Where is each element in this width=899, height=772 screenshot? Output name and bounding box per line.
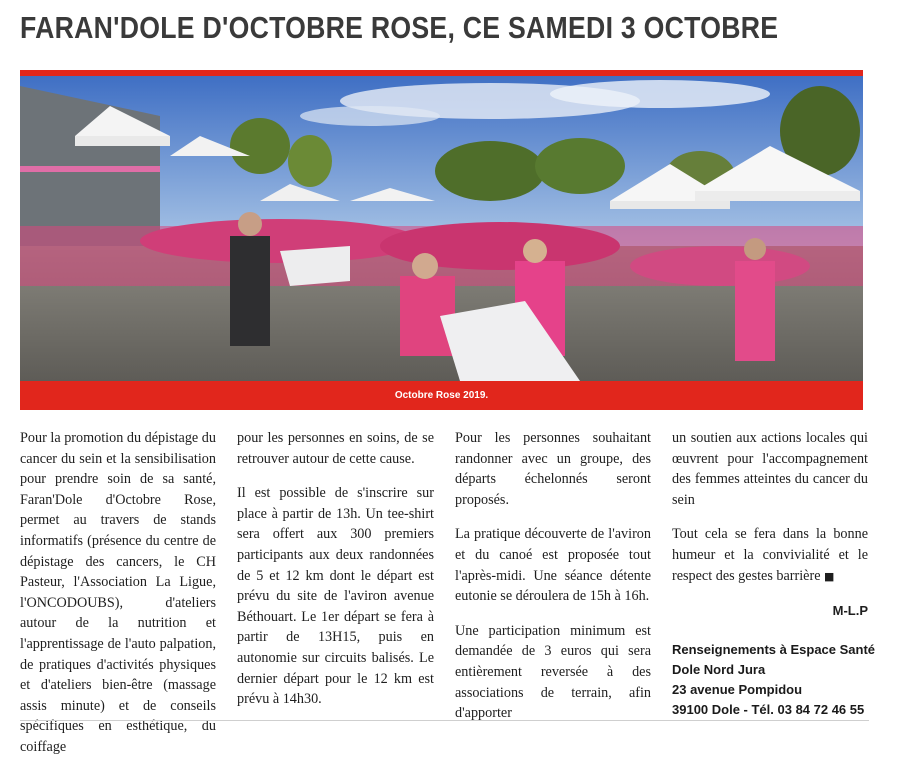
end-mark-icon: ■ — [824, 569, 835, 583]
paragraph: un soutien aux actions locales qui œuvrent pour l'accompagnement des femmes atteintes du cancer du sein — [672, 430, 868, 508]
article-headline: FARAN'DOLE D'OCTOBRE ROSE, CE SAMEDI 3 OCTOBRE — [20, 10, 779, 45]
paragraph: La pratique découverte de l'aviron et du canoé est proposée tout l'après-midi. Une séance détente eutonie se déroulera de 15h à 16h. — [455, 526, 651, 605]
paragraph: Une participation minimum est demandée de 3 euros qui sera entièrement reversée à des associations de terrain, afin d'apporter — [455, 622, 651, 722]
info-line: Dole Nord Jura — [672, 661, 766, 677]
info-line: Renseignements à Espace Santé — [672, 641, 876, 657]
paragraph: Il est possible de s'inscrire sur place à partir de 13h. Un tee-shirt sera offert aux 300 premiers participants aux deux randonnées de 5 et 12 km dont le départ est prévu du site de l'aviron avenue Béthouart. Le 1er départ se fera à partir de 13H15, puis en autonomie sur circuits balisés. Le dernier départ pour le 12 km est prévu à 14h30. — [237, 485, 434, 708]
info-line: 23 avenue Pompidou — [672, 681, 803, 697]
article-column-4 — [672, 428, 876, 720]
photo-frame — [20, 70, 863, 410]
photo-caption: Octobre Rose 2019. — [394, 390, 489, 401]
paragraph-text: Tout cela se fera dans la bonne humeur et la convivialité et le respect des gestes barrière — [672, 526, 868, 584]
author-signature: M-L.P — [832, 603, 868, 619]
paragraph: Pour les personnes souhaitant randonner avec un groupe, des départs échelonnés seront proposés. — [455, 430, 651, 508]
event-photo — [20, 76, 863, 381]
paragraph: pour les personnes en soins, de se retrouver autour de cette cause. — [237, 430, 434, 467]
bottom-rule — [20, 720, 869, 721]
closing-paragraph — [672, 524, 868, 587]
article-column-2 — [237, 428, 434, 724]
paragraph: Pour la promotion du dépistage du cancer du sein et la sensibilisation pour prendre soin de sa santé, Faran'Dole d'Octobre Rose, permet au travers de stands informatifs (présence du centre de dépistage des cancers, le CH Pasteur, l'Association La Ligue, l'ONCODOUBS), d'ateliers autour de la nutrition et l'apprentissage de l'auto palpation, de pratiques d'activités physiques et d'ateliers bien-être (massage assis minute) et de conseils spécifiques en esthétique, du coiffage — [20, 430, 216, 755]
info-block — [672, 640, 876, 720]
article-column-3 — [455, 428, 651, 738]
info-line: 39100 Dole - Tél. 03 84 72 46 55 — [672, 701, 865, 717]
